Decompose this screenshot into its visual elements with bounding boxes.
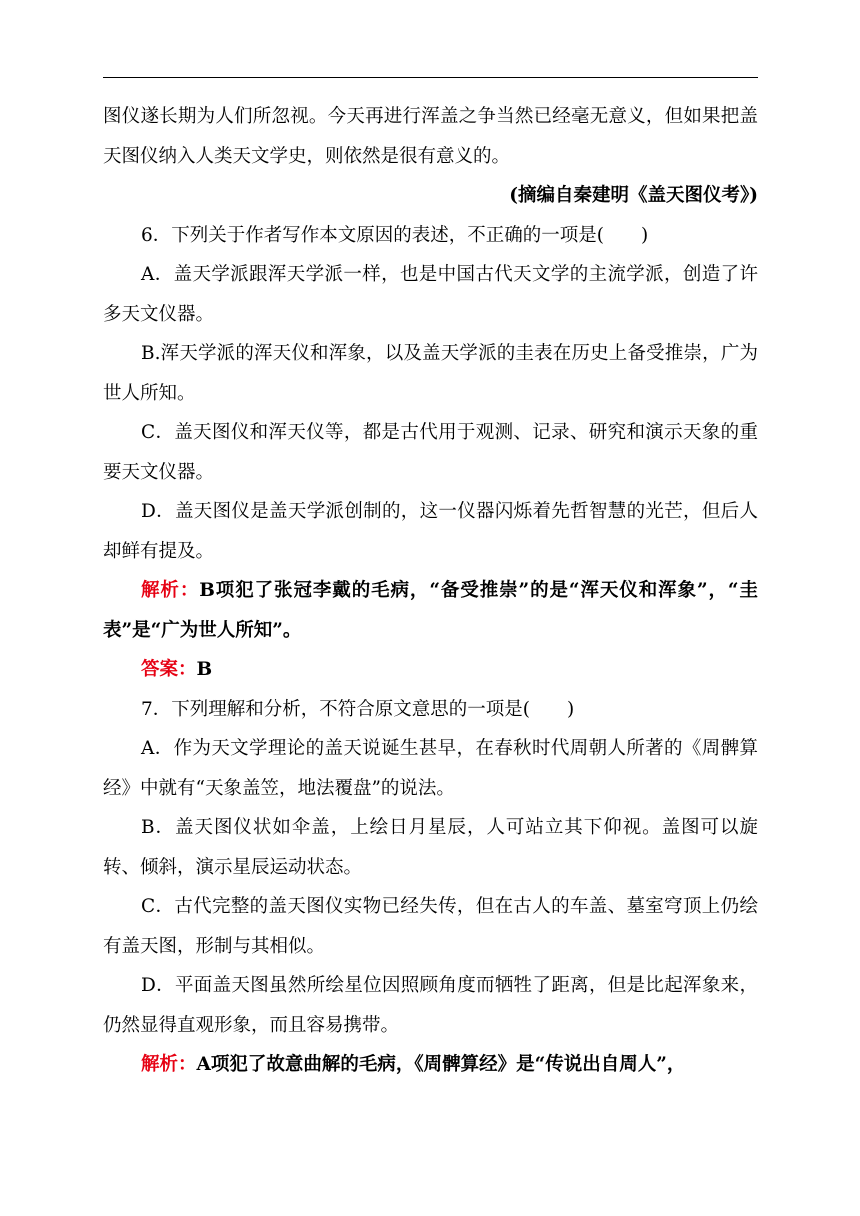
passage-tail: 图仪遂长期为人们所忽视。今天再进行浑盖之争当然已经毫无意义，但如果把盖天图仪纳入人类天文学史，则依然是很有意义的。 bbox=[103, 106, 758, 167]
question-7-option-b: B．盖天图仪状如伞盖，上绘日月星辰，人可站立其下仰视。盖图可以旋转、倾斜，演示星辰运动状态。 bbox=[103, 817, 758, 878]
question-6-option-c: C．盖天图仪和浑天仪等，都是古代用于观测、记录、研究和演示天象的重要天文仪器。 bbox=[103, 422, 758, 483]
analysis-text: B项犯了张冠李戴的毛病，“备受推崇”的是“浑天仪和浑象”，“圭表”是“广为世人所知”。 bbox=[103, 580, 758, 641]
analysis-label: 解析： bbox=[141, 1054, 197, 1075]
question-7-stem: 7．下列理解和分析，不符合原文意思的一项是( ) bbox=[141, 698, 575, 720]
question-6-stem: 6．下列关于作者写作本文原因的表述，不正确的一项是( ) bbox=[141, 224, 649, 246]
question-6-option-b: B.浑天学派的浑天仪和浑象，以及盖天学派的圭表在历史上备受推崇，广为世人所知。 bbox=[103, 343, 758, 404]
answer-label: 答案： bbox=[141, 659, 197, 680]
question-6-option-d: D．盖天图仪是盖天学派创制的，这一仪器闪烁着先哲智慧的光芒，但后人却鲜有提及。 bbox=[103, 501, 758, 562]
question-6-analysis bbox=[103, 571, 758, 650]
question-6-answer bbox=[103, 650, 758, 690]
question-7-option-c: C．古代完整的盖天图仪实物已经失传，但在古人的车盖、墓室穹顶上仍绘有盖天图，形制与其相似。 bbox=[103, 896, 758, 957]
header-rule bbox=[103, 77, 758, 78]
question-7-option-a: A．作为天文学理论的盖天说诞生甚早，在春秋时代周朝人所著的《周髀算经》中就有“天象盖笠，地法覆盘”的说法。 bbox=[103, 738, 758, 799]
question-7-analysis bbox=[103, 1045, 758, 1085]
question-6-option-a: A．盖天学派跟浑天学派一样，也是中国古代天文学的主流学派，创造了许多天文仪器。 bbox=[103, 264, 758, 325]
passage-source: (摘编自秦建明《盖天图仪考》) bbox=[509, 185, 758, 206]
analysis-text: A项犯了故意曲解的毛病，《周髀算经》是“传说出自周人”， bbox=[196, 1054, 686, 1075]
question-7-option-d: D．平面盖天图虽然所绘星位因照顾角度而牺牲了距离，但是比起浑象来，仍然显得直观形象，而且容易携带。 bbox=[103, 975, 758, 1036]
answer-value: B bbox=[196, 659, 213, 680]
document-body bbox=[103, 97, 758, 1085]
analysis-label: 解析： bbox=[141, 580, 200, 601]
